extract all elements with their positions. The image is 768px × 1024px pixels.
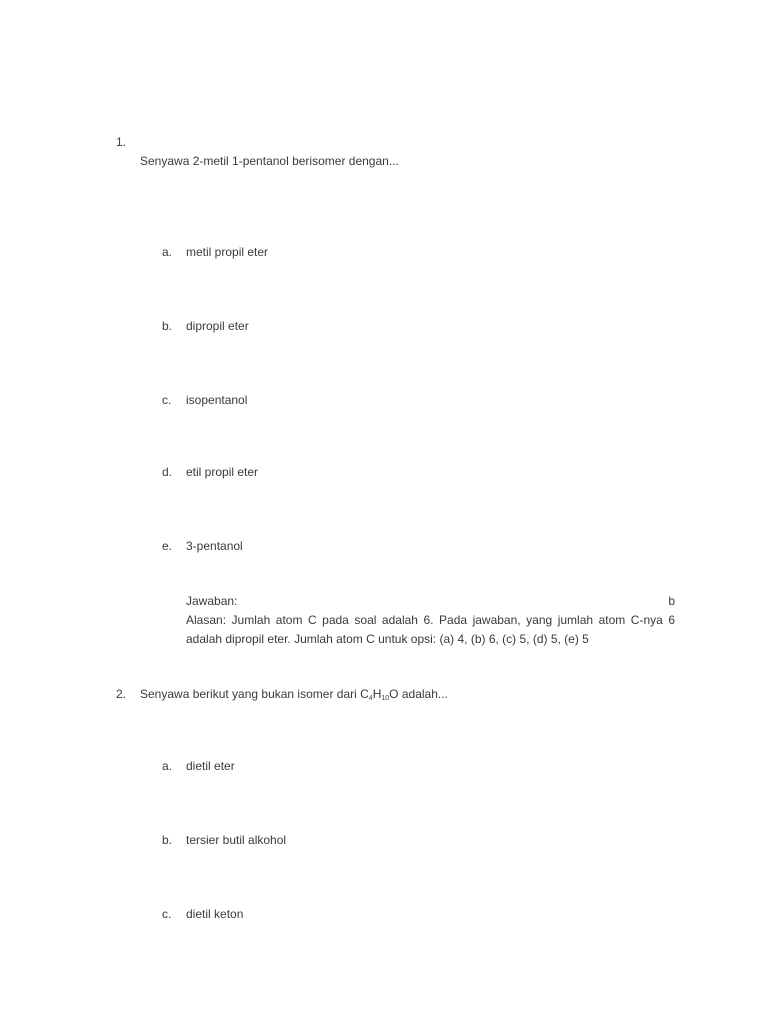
q2-option-a-letter: a. (162, 759, 173, 773)
q1-option-e-letter: e. (162, 539, 173, 553)
q2-option-b-letter: b. (162, 833, 173, 847)
q2-option-b-text: tersier butil alkohol (186, 833, 287, 847)
q2-text-before: Senyawa berikut yang bukan isomer dari C (140, 687, 369, 701)
q1-option-d-text: etil propil eter (186, 465, 259, 479)
q1-option-c-text: isopentanol (186, 393, 248, 407)
q1-option-a-text: metil propil eter (186, 245, 269, 259)
q1-option-a-letter: a. (162, 245, 173, 259)
q2-sub-carbon: 4 (368, 695, 373, 702)
q1-option-b-letter: b. (162, 319, 173, 333)
q1-answer-reason: Alasan: Jumlah atom C pada soal adalah 6. Pada jawaban, yang jumlah atom C-nya 6 adalah dipropil eter. Jumlah atom C untuk opsi: (a) 4, (b) 6, (c) 5, (d) 5, (e) 5 (186, 613, 675, 646)
q2-option-c-text: dietil keton (186, 907, 244, 921)
q1-answer-block (186, 592, 675, 649)
question-2-text (140, 687, 448, 701)
q1-option-e-text: 3-pentanol (186, 539, 243, 553)
q2-sub-hydrogen: 10 (381, 695, 390, 702)
question-1-number: 1. (116, 135, 127, 149)
q2-text-after: O adalah... (389, 687, 448, 701)
q2-option-a-text: dietil eter (186, 759, 235, 773)
q1-option-c-letter: c. (162, 393, 172, 407)
q1-answer-label: Jawaban: (186, 594, 238, 608)
q1-answer-value: b (668, 594, 675, 608)
q1-option-d-letter: d. (162, 465, 173, 479)
q1-option-b-text: dipropil eter (186, 319, 249, 333)
q2-option-c-letter: c. (162, 907, 172, 921)
q2-text-hydrogen: H (372, 687, 382, 701)
question-1-text: Senyawa 2-metil 1-pentanol berisomer dengan... (140, 154, 399, 168)
question-2-number: 2. (116, 687, 127, 701)
